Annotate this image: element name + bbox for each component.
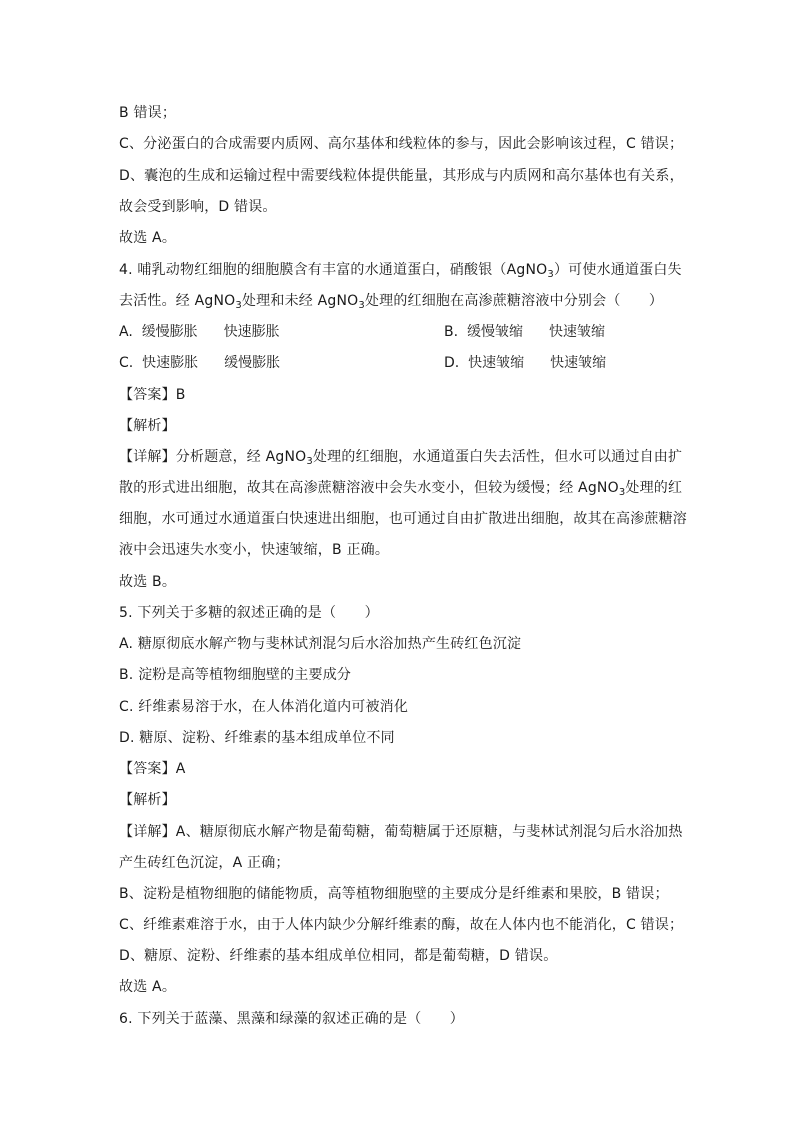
option-a: A. 糖原彻底水解产物与斐林试剂混匀后水浴加热产生砖红色沉淀 <box>119 636 522 652</box>
subscript: 3 <box>235 300 242 311</box>
option-text: 快速皱缩 <box>468 355 525 371</box>
detail-text: 【详解】分析题意，经 AgNO <box>119 449 307 465</box>
option-label: B. <box>444 324 459 340</box>
detail-line: 细胞，水可通过水通道蛋白快速进出细胞，也可通过自由扩散进出细胞，故其在高渗蔗糖溶 <box>119 511 687 527</box>
subscript: 3 <box>358 300 365 311</box>
question-5-stem: 5. 下列关于多糖的叙述正确的是（ ） <box>119 605 379 621</box>
detail-line <box>119 478 682 498</box>
option-c: C. 纤维素易溶于水，在人体消化道内可被消化 <box>119 699 409 715</box>
option-text: 快速膨胀 <box>223 324 280 340</box>
text-line: 故选 A。 <box>119 230 177 246</box>
detail-line: B、淀粉是植物细胞的储能物质，高等植物细胞壁的主要成分是纤维素和果胶，B 错误； <box>119 886 669 902</box>
option-text: 缓慢膨胀 <box>141 324 198 340</box>
option-text: 快速皱缩 <box>548 324 605 340</box>
text-line: B 错误； <box>119 105 177 121</box>
text-line: C、分泌蛋白的合成需要内质网、高尔基体和线粒体的参与，因此会影响该过程，C 错误； <box>119 136 684 152</box>
stem-text: 去活性。经 AgNO <box>119 293 236 309</box>
text-line: 故会受到影响，D 错误。 <box>119 199 277 215</box>
option-b: B. 淀粉是高等植物细胞壁的主要成分 <box>119 667 352 683</box>
stem-text: ）可使水通道蛋白失 <box>553 262 682 278</box>
option-label: C. <box>119 355 134 371</box>
detail-line: D、糖原、淀粉、纤维素的基本组成单位相同，都是葡萄糖，D 错误。 <box>119 948 558 964</box>
stem-text: 4. 哺乳动物红细胞的细胞膜含有丰富的水通道蛋白，硝酸银（AgNO <box>119 262 548 278</box>
option-c <box>119 353 280 373</box>
stem-text: 处理的红细胞在高渗蔗糖溶液中分别会（ ） <box>364 293 664 309</box>
option-label: D. <box>444 355 460 371</box>
detail-text: 处理的红细胞，水通道蛋白失去活性，但水可以通过自由扩 <box>312 449 683 465</box>
question-6-stem: 6. 下列关于蓝藻、黑藻和绿藻的叙述正确的是（ ） <box>119 1011 465 1027</box>
detail-line: 【详解】A、糖原彻底水解产物是葡萄糖，葡萄糖属于还原糖，与斐林试剂混匀后水浴加热 <box>119 824 683 840</box>
question-4-stem <box>119 291 663 311</box>
option-text: 快速皱缩 <box>550 355 607 371</box>
subscript: 3 <box>547 269 554 280</box>
detail-line: 产生砖红色沉淀，A 正确； <box>119 855 290 871</box>
choose-line: 故选 A。 <box>119 979 177 995</box>
stem-text: 处理和未经 AgNO <box>241 293 359 309</box>
answer-label: 【答案】A <box>119 761 186 777</box>
subscript: 3 <box>618 487 626 498</box>
option-label: A. <box>119 324 133 340</box>
question-4-stem <box>119 260 682 280</box>
option-a <box>119 322 280 342</box>
option-text: 快速膨胀 <box>142 355 199 371</box>
analysis-label: 【解析】 <box>119 418 176 434</box>
option-text: 缓慢膨胀 <box>224 355 281 371</box>
option-text: 缓慢皱缩 <box>466 324 523 340</box>
detail-text: 处理的红 <box>625 480 683 496</box>
subscript: 3 <box>306 456 313 467</box>
detail-line: 液中会迅速失水变小，快速皱缩，B 正确。 <box>119 542 390 558</box>
detail-text: 散的形式进出细胞，故其在高渗蔗糖溶液中会失水变小，但较为缓慢；经 AgNO <box>119 480 619 496</box>
option-d <box>444 353 606 373</box>
answer-label: 【答案】B <box>119 387 186 403</box>
option-b <box>444 322 605 342</box>
analysis-label: 【解析】 <box>119 792 176 808</box>
choose-line: 故选 B。 <box>119 574 177 590</box>
text-line: D、囊泡的生成和运输过程中需要线粒体提供能量，其形成与内质网和高尔基体也有关系， <box>119 168 684 184</box>
option-d: D. 糖原、淀粉、纤维素的基本组成单位不同 <box>119 730 395 746</box>
detail-line: C、纤维素难溶于水，由于人体内缺少分解纤维素的酶，故在人体内也不能消化，C 错误； <box>119 917 684 933</box>
detail-line <box>119 447 682 467</box>
